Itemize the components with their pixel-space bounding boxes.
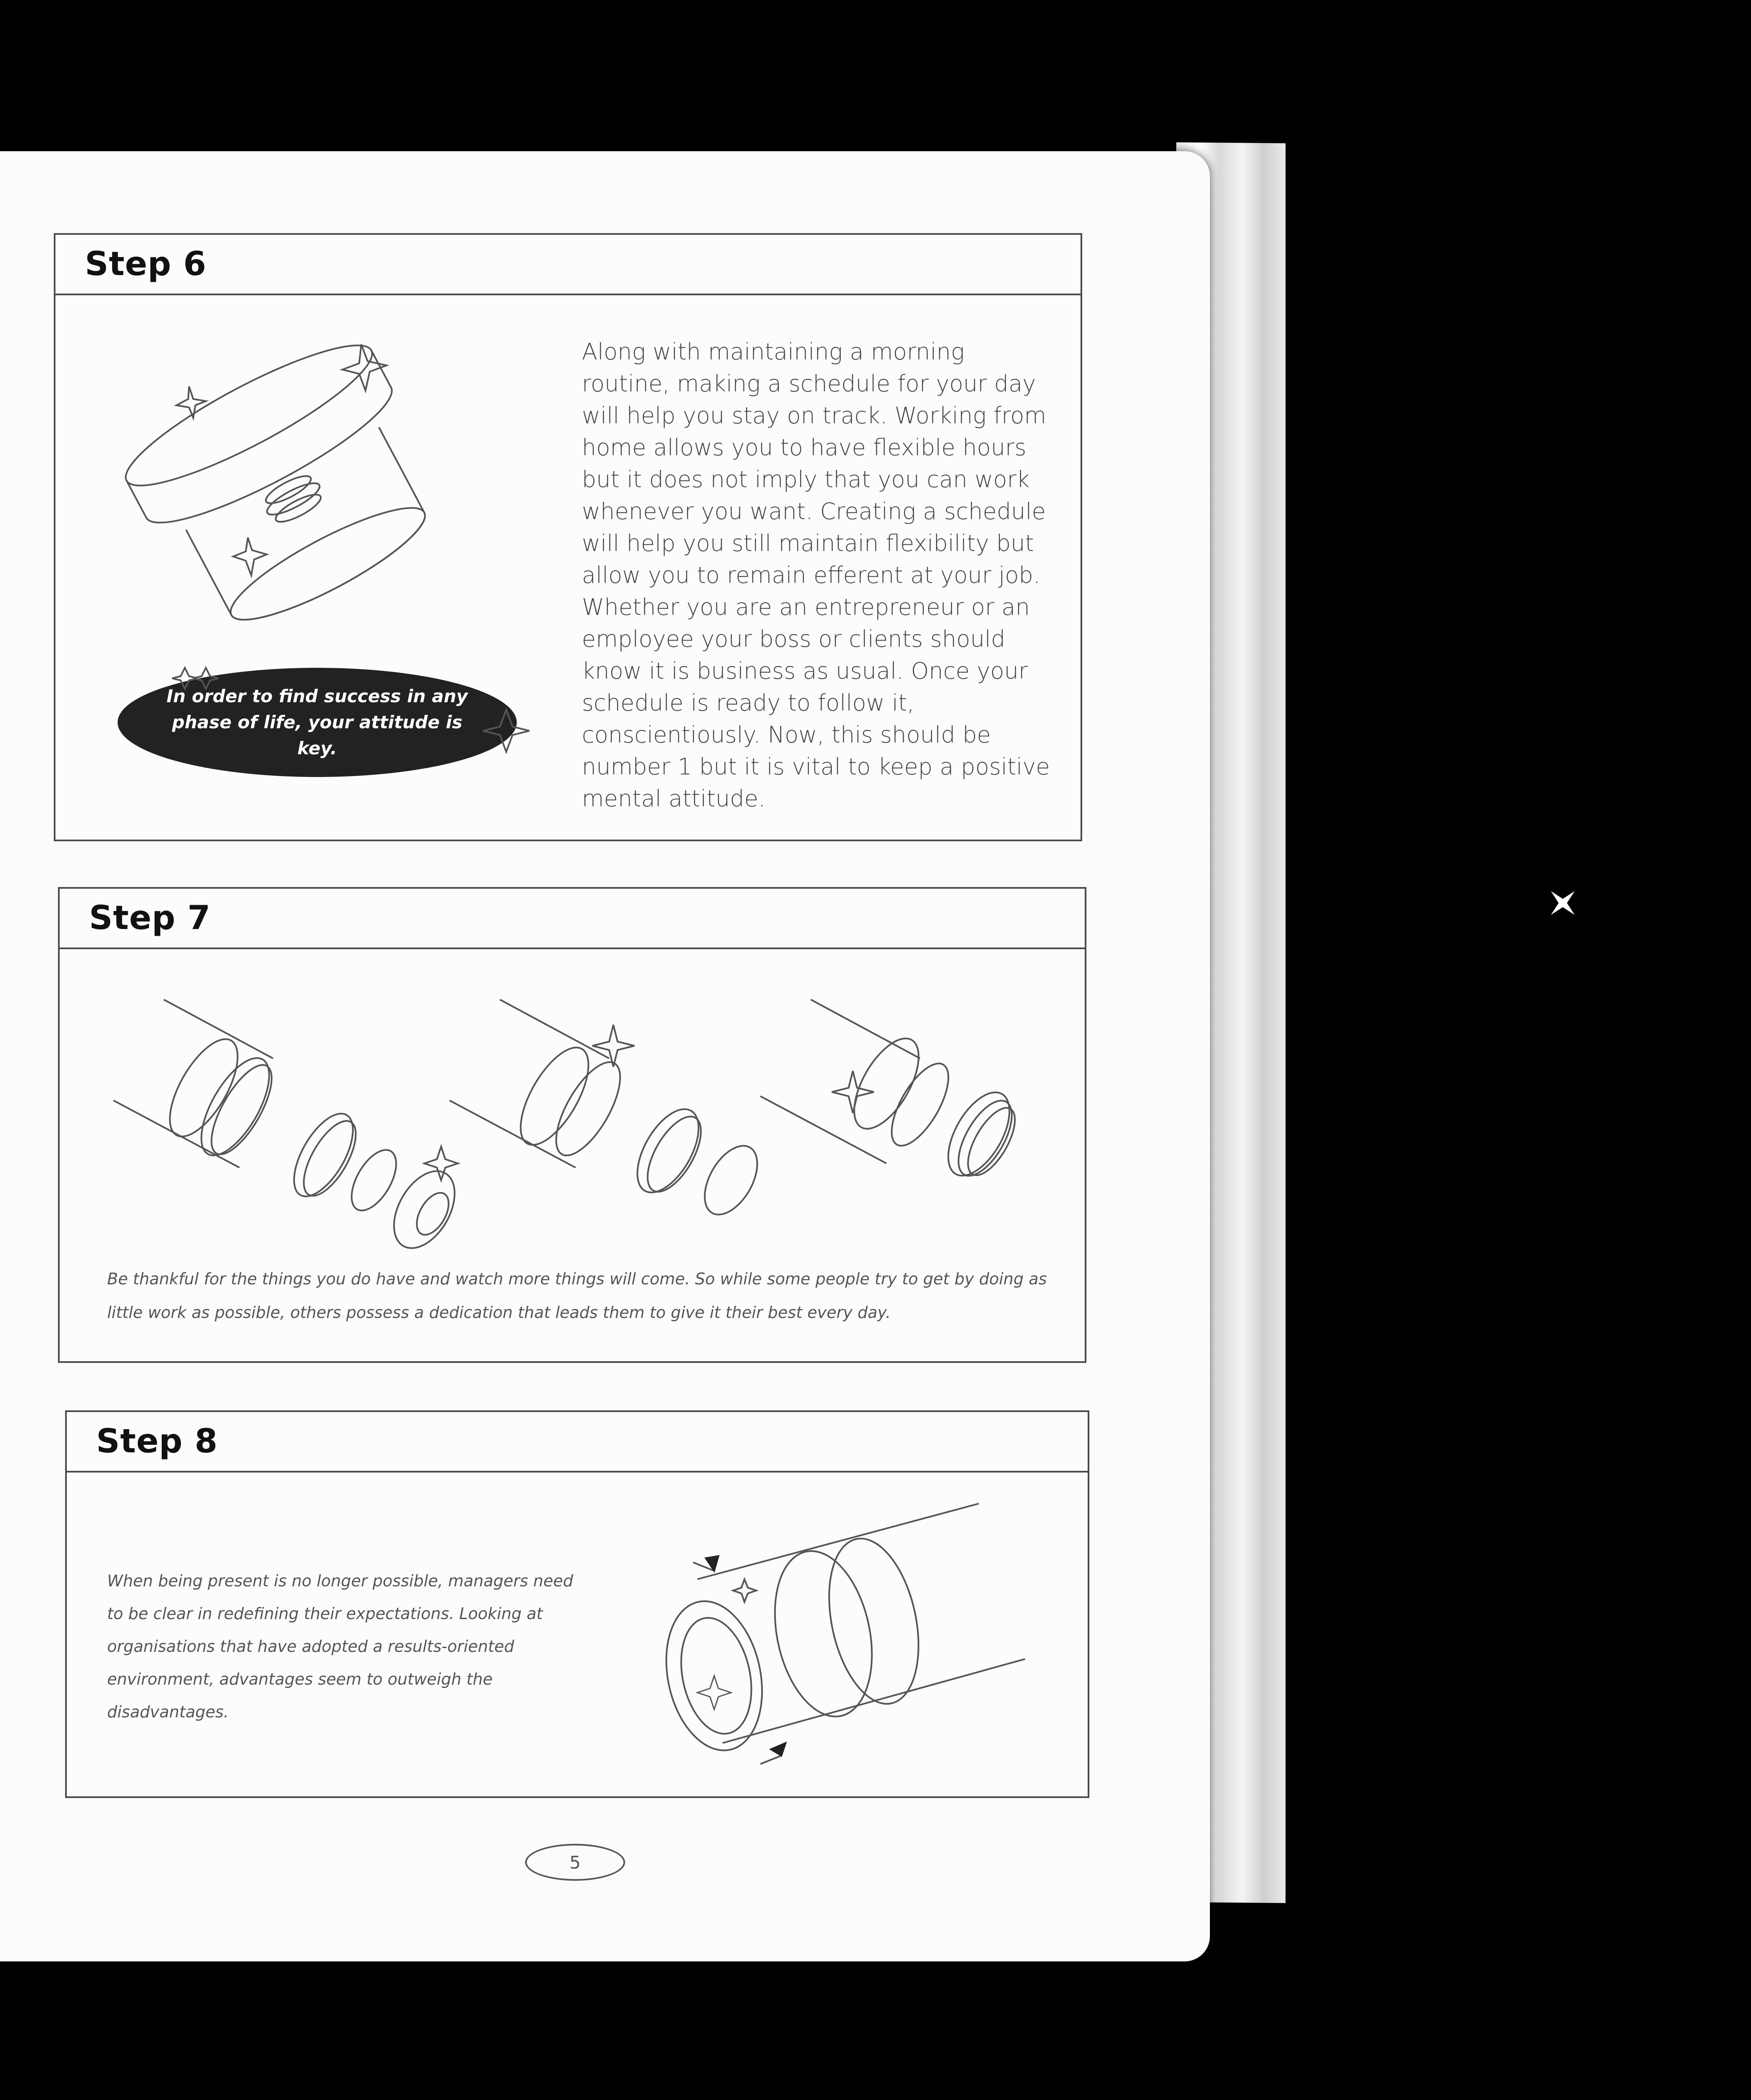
step-6-text: Along with maintaining a morning routine, making a schedule for your day will help you stay on track. Working from home allows you to have flexible hours but it does not imply that you can work whenever you want. Creating a schedule will help you still maintain flexibility but allow you to remain efferent at your job. Whether you are an entrepreneur or an employee your boss or clients should know it is business as usual. Once your schedule is ready to follow it, conscientiously. Now, this should be number 1 but it is vital to keep a positive mental attitude. <box>582 339 1050 812</box>
step-8-illustration <box>647 1504 1033 1777</box>
step-8-text: When being present is no longer possible, managers need to be clear in redefining their expectations. Looking at organisations that have adopted a results-oriented environment, advantages seem to outweigh the disadvantages. <box>107 1572 573 1721</box>
step-6-header <box>55 235 1081 295</box>
step-7-title: Step 7 <box>89 899 211 937</box>
step-7-text: Be thankful for the things you do have and watch more things will come. So while some people try to get by doing as little work as possible, others possess a dedication that leads them to give it their best every day. <box>107 1270 1047 1322</box>
step-7-illustration-3 <box>760 1000 1029 1218</box>
callout-stars <box>176 664 555 773</box>
step-7-header <box>60 889 1085 949</box>
sparkle-icon <box>1546 886 1580 920</box>
step-7-illustration-1 <box>113 1000 475 1247</box>
step-8-title: Step 8 <box>96 1423 218 1460</box>
step-6-callout-text: In order to find success in any phase of life, your attitude is key. <box>166 686 468 759</box>
step-6-title: Step 6 <box>85 245 207 283</box>
step-8-header <box>67 1412 1088 1473</box>
page-number-text: 5 <box>569 1852 581 1873</box>
step-6-illustration <box>151 328 471 647</box>
page-number <box>525 1844 625 1881</box>
step-7-illustration-2 <box>450 1000 769 1226</box>
